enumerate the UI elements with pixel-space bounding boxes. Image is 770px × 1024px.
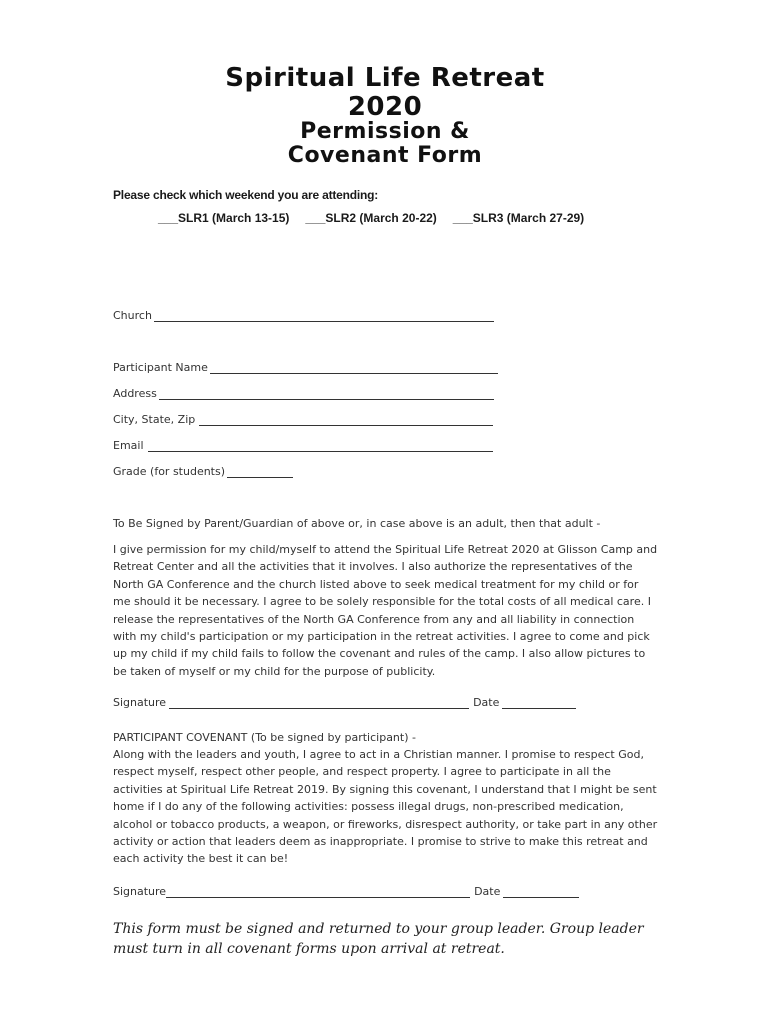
date-label: Date [473,696,500,709]
form-title-line-2: 2020 [347,92,423,122]
email-field[interactable] [113,439,493,452]
address-field[interactable] [113,387,494,400]
email-line[interactable] [148,441,493,452]
weekend-prompt: Please check which weekend you are attending: [113,188,379,202]
date-label: Date [474,885,501,898]
weekend-option-slr3[interactable]: ___SLR3 (March 27-29) [452,211,585,225]
guardian-intro: To Be Signed by Parent/Guardian of above or, in case above is an adult, then that adult - [113,517,601,530]
guardian-date-line[interactable] [502,698,576,709]
church-line[interactable] [154,311,494,322]
participant-name-field[interactable] [113,361,498,374]
city-state-zip-label: City, State, Zip [113,413,196,426]
footer-note: This form must be signed and returned to your group leader. Group leader must turn in all covenant forms upon arrival at retreat. [113,921,644,957]
signature-label: Signature [113,885,167,898]
grade-field[interactable] [113,465,293,478]
guardian-signature-line[interactable] [169,698,469,709]
city-state-zip-field[interactable] [113,413,493,426]
form-subtitle-line-1: Permission & [300,119,470,144]
participant-name-line[interactable] [210,363,498,374]
participant-date-line[interactable] [503,887,579,898]
participant-signature-row [113,885,583,898]
city-state-zip-line[interactable] [199,415,493,426]
form-title-line-1: Spiritual Life Retreat [225,63,545,93]
form-subtitle-line-2: Covenant Form [287,143,483,168]
signature-label: Signature [113,696,167,709]
email-label: Email [113,439,144,452]
address-line[interactable] [159,389,494,400]
church-field[interactable] [113,309,494,322]
permission-text: I give permission for my child/myself to attend the Spiritual Life Retreat 2020 at Glisson Camp and Retreat Center and all the activities that it involves. I also authorize the representatives of the North GA Conference and the church listed above to seek medical treatment for my child or for me should it be necessary. I agree to be solely responsible for the total costs of all medical care. I release the representatives of the North GA Conference from any and all liability in connection with my child's participation or my participation in the retreat activities. I agree to come and pick up my child if my child fails to follow the covenant and rules of the camp. I also allow pictures to be taken of myself or my child for the purpose of publicity. [113,543,658,678]
participant-name-label: Participant Name [113,361,208,374]
weekend-options [158,211,584,225]
participant-signature-line[interactable] [166,887,470,898]
grade-line[interactable] [227,467,293,478]
address-label: Address [113,387,157,400]
weekend-option-slr2[interactable]: ___SLR2 (March 20-22) [305,211,437,225]
guardian-signature-row [113,696,580,709]
grade-label: Grade (for students) [113,465,226,478]
weekend-option-slr1[interactable]: ___SLR1 (March 13-15) [158,211,290,225]
covenant-heading: PARTICIPANT COVENANT (To be signed by participant) - [113,731,416,744]
church-label: Church [113,309,152,322]
covenant-text: Along with the leaders and youth, I agree to act in a Christian manner. I promise to respect God, respect myself, respect other people, and respect property. I agree to participate in all the activities at Spiritual Life Retreat 2019. By signing this covenant, I understand that I might be sent home if I do any of the following activities: possess illegal drugs, non-prescribed medication, alcohol or tobacco products, a weapon, or fireworks, disrespect authority, or take part in any other activity or action that leaders deem as inappropriate. I promise to strive to make this retreat and each activity the best it can be! [113,748,658,866]
